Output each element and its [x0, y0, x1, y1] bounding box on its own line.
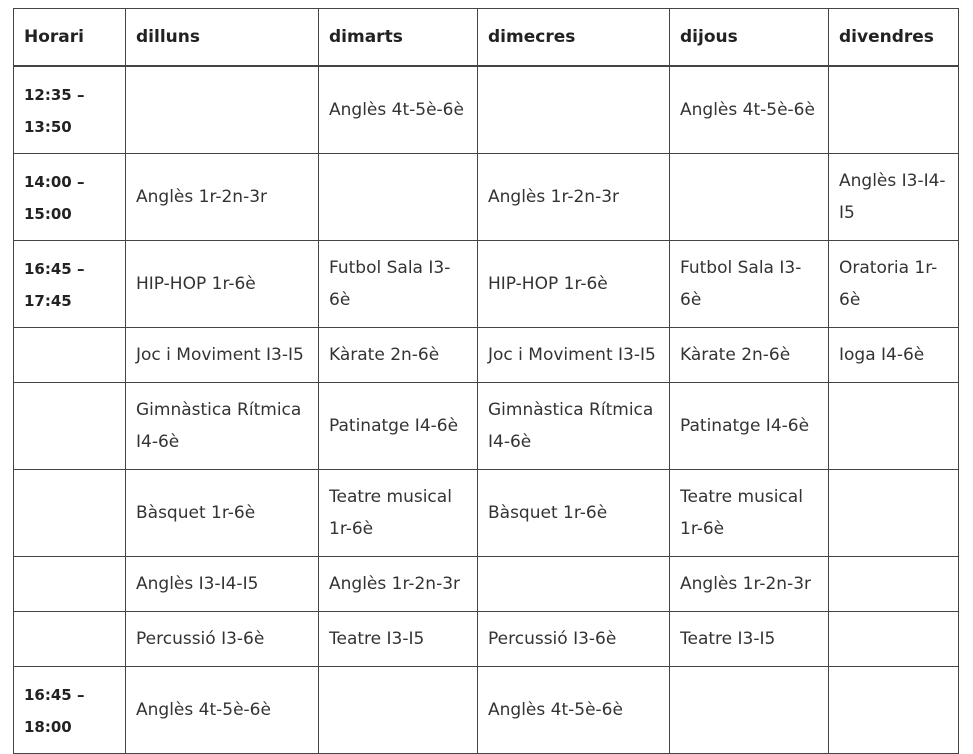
- header-cell-dijous: dijous: [670, 9, 829, 67]
- schedule-cell: Anglès I3-I4-I5: [126, 556, 319, 611]
- schedule-cell: Anglès 1r-2n-3r: [478, 153, 670, 240]
- table-row: [14, 240, 959, 327]
- time-start: 16:45 –: [24, 685, 85, 704]
- schedule-cell: [829, 666, 959, 753]
- schedule-cell: [478, 556, 670, 611]
- schedule-cell: [126, 66, 319, 153]
- schedule-cell: Ioga I4-6è: [829, 327, 959, 382]
- schedule-cell: Teatre musical 1r-6è: [670, 469, 829, 556]
- schedule-cell: [319, 153, 478, 240]
- time-start: 12:35 –: [24, 86, 85, 104]
- schedule-cell: [829, 66, 959, 153]
- schedule-cell: Teatre musical 1r-6è: [319, 469, 478, 556]
- schedule-cell: Futbol Sala I3-6è: [319, 240, 478, 327]
- time-cell: [14, 666, 126, 753]
- header-row: [14, 9, 959, 67]
- schedule-cell: [670, 666, 829, 753]
- schedule-cell: Teatre I3-I5: [670, 611, 829, 666]
- schedule-cell: Gimnàstica Rítmica I4-6è: [126, 382, 319, 469]
- schedule-cell: [319, 666, 478, 753]
- time-cell: [14, 153, 126, 240]
- table-row: [14, 469, 959, 556]
- schedule-cell: Futbol Sala I3-6è: [670, 240, 829, 327]
- schedule-cell: Joc i Moviment I3-I5: [126, 327, 319, 382]
- table-row: [14, 327, 959, 382]
- schedule-cell: [829, 382, 959, 469]
- schedule-cell: Patinatge I4-6è: [670, 382, 829, 469]
- schedule-table: [13, 8, 959, 754]
- table-row: [14, 153, 959, 240]
- schedule-cell: Anglès I3-I4-I5: [829, 153, 959, 240]
- schedule-cell: HIP-HOP 1r-6è: [478, 240, 670, 327]
- schedule-cell: Anglès 1r-2n-3r: [670, 556, 829, 611]
- schedule-cell: Anglès 1r-2n-3r: [126, 153, 319, 240]
- schedule-cell: Patinatge I4-6è: [319, 382, 478, 469]
- time-cell: [14, 556, 126, 611]
- schedule-cell: Gimnàstica Rítmica I4-6è: [478, 382, 670, 469]
- table-row: [14, 611, 959, 666]
- header-cell-dimarts: dimarts: [319, 9, 478, 67]
- table-row: [14, 382, 959, 469]
- schedule-cell: Bàsquet 1r-6è: [478, 469, 670, 556]
- schedule-cell: Oratoria 1r-6è: [829, 240, 959, 327]
- time-end: 18:00: [24, 717, 72, 736]
- time-end: 13:50: [24, 118, 72, 136]
- schedule-cell: Percussió I3-6è: [126, 611, 319, 666]
- schedule-cell: Anglès 4t-5è-6è: [478, 666, 670, 753]
- time-cell: [14, 382, 126, 469]
- schedule-cell: Teatre I3-I5: [319, 611, 478, 666]
- header-cell-horari: Horari: [14, 9, 126, 67]
- schedule-cell: Bàsquet 1r-6è: [126, 469, 319, 556]
- schedule-cell: [829, 469, 959, 556]
- time-cell: [14, 240, 126, 327]
- schedule-cell: Joc i Moviment I3-I5: [478, 327, 670, 382]
- time-cell: [14, 66, 126, 153]
- schedule-cell: Kàrate 2n-6è: [670, 327, 829, 382]
- schedule-cell: [670, 153, 829, 240]
- schedule-cell: Anglès 4t-5è-6è: [126, 666, 319, 753]
- schedule-cell: Anglès 1r-2n-3r: [319, 556, 478, 611]
- header-cell-divendres: divendres: [829, 9, 959, 67]
- schedule-cell: [478, 66, 670, 153]
- schedule-cell: Anglès 4t-5è-6è: [319, 66, 478, 153]
- time-start: 14:00 –: [24, 172, 85, 191]
- time-cell: [14, 327, 126, 382]
- time-end: 15:00: [24, 204, 72, 223]
- schedule-cell: Kàrate 2n-6è: [319, 327, 478, 382]
- header-cell-dilluns: dilluns: [126, 9, 319, 67]
- schedule-cell: HIP-HOP 1r-6è: [126, 240, 319, 327]
- table-row: [14, 66, 959, 153]
- schedule-cell: Percussió I3-6è: [478, 611, 670, 666]
- time-cell: [14, 469, 126, 556]
- header-cell-dimecres: dimecres: [478, 9, 670, 67]
- schedule-cell: [829, 611, 959, 666]
- time-cell: [14, 611, 126, 666]
- table-row: [14, 666, 959, 753]
- schedule-cell: [829, 556, 959, 611]
- time-start: 16:45 –: [24, 259, 85, 278]
- time-end: 17:45: [24, 291, 72, 310]
- schedule-cell: Anglès 4t-5è-6è: [670, 66, 829, 153]
- table-row: [14, 556, 959, 611]
